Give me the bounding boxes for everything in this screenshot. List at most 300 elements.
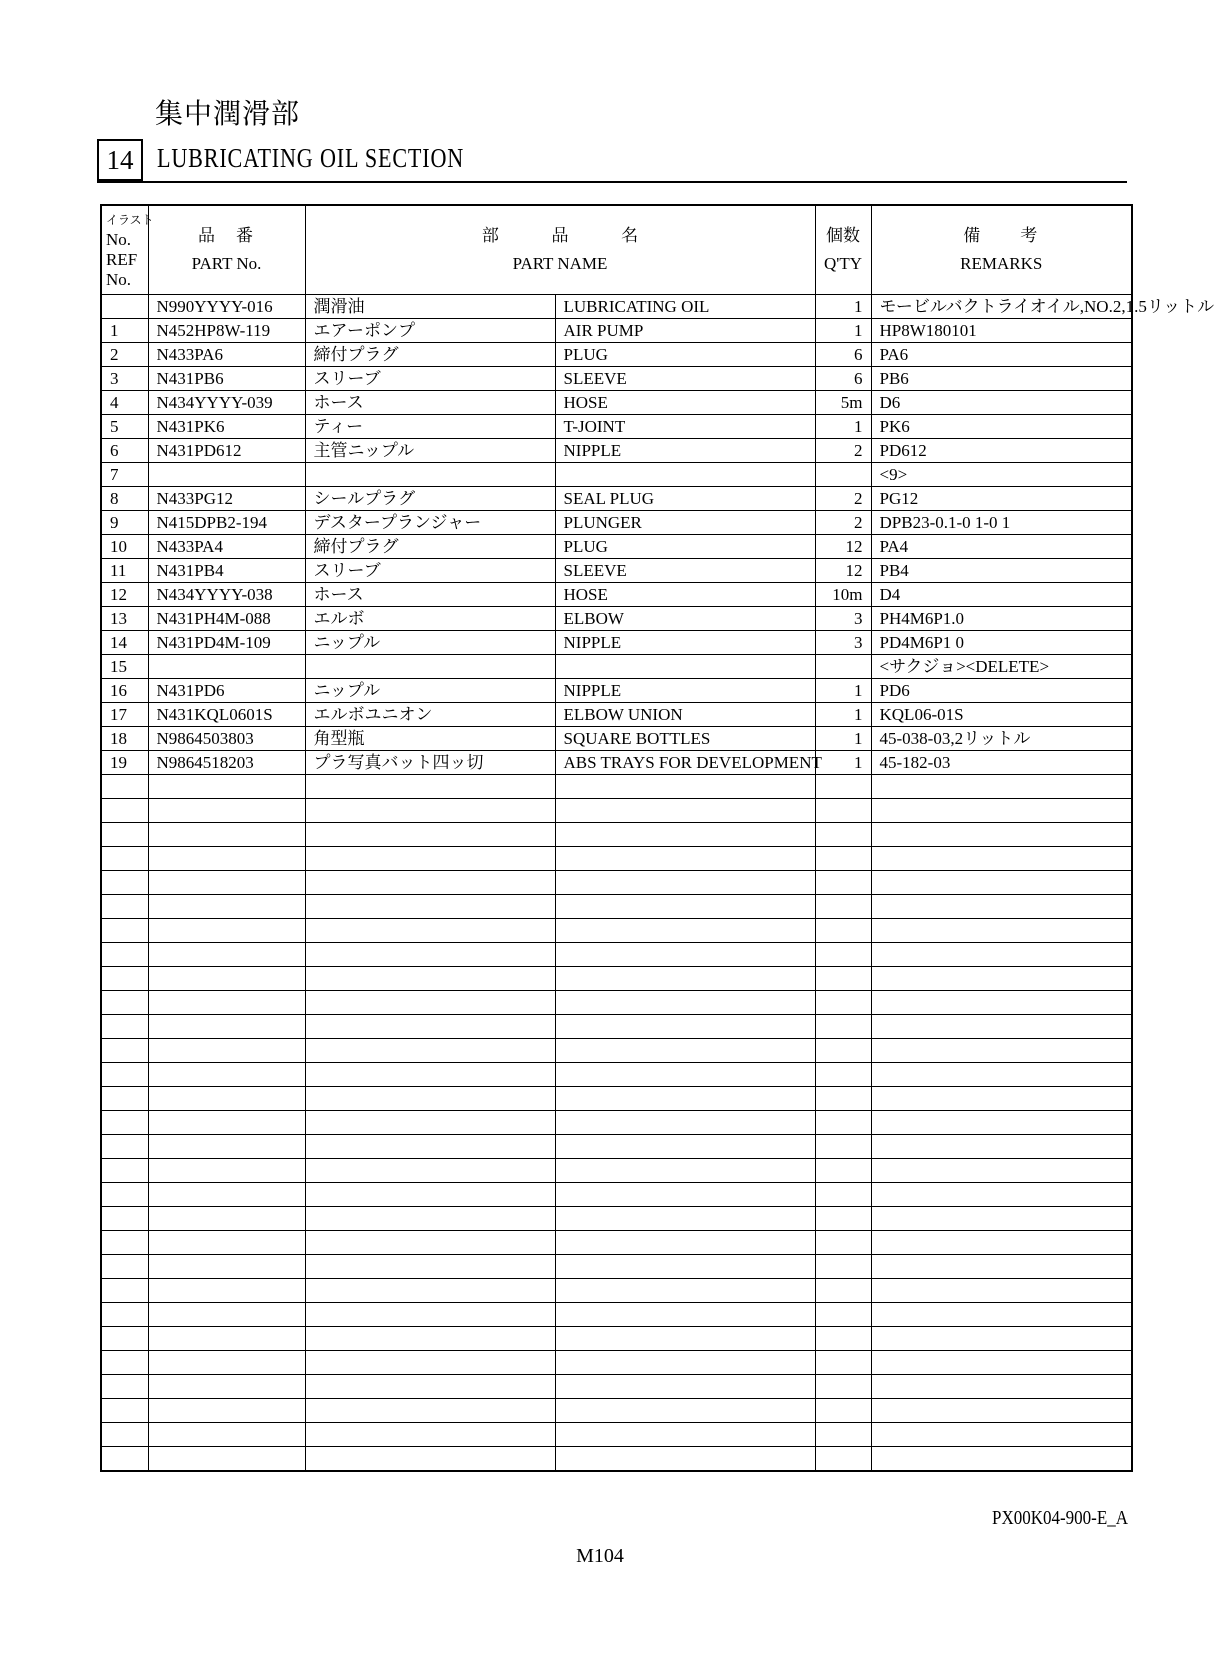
cell-qty — [815, 943, 871, 967]
cell-ref — [101, 1303, 148, 1327]
cell-name-jp — [305, 919, 555, 943]
cell-remarks: PA6 — [871, 343, 1132, 367]
table-row-empty — [101, 1279, 1132, 1303]
cell-qty — [815, 1327, 871, 1351]
cell-part-no — [148, 655, 305, 679]
cell-ref — [101, 1135, 148, 1159]
cell-part-no: N431PD612 — [148, 439, 305, 463]
table-row — [101, 463, 1132, 487]
cell-ref: 2 — [101, 343, 148, 367]
page-number: M104 — [576, 1545, 624, 1567]
cell-name-jp: スリーブ — [305, 559, 555, 583]
cell-name-en — [555, 895, 815, 919]
cell-part-no: N452HP8W-119 — [148, 319, 305, 343]
cell-remarks — [871, 1231, 1132, 1255]
cell-ref — [101, 1231, 148, 1255]
cell-name-jp — [305, 991, 555, 1015]
cell-name-jp: デスタープランジャー — [305, 511, 555, 535]
cell-name-en — [555, 1135, 815, 1159]
table-row-empty — [101, 1135, 1132, 1159]
cell-qty — [815, 1111, 871, 1135]
cell-qty: 1 — [815, 415, 871, 439]
cell-name-en — [555, 1423, 815, 1447]
cell-remarks: モービルバクトライオイル,NO.2,1.5リットル — [871, 295, 1132, 319]
cell-qty — [815, 991, 871, 1015]
cell-name-en — [555, 1327, 815, 1351]
cell-remarks — [871, 1207, 1132, 1231]
cell-qty — [815, 1015, 871, 1039]
cell-name-jp: 締付プラグ — [305, 535, 555, 559]
col-header-part-no-jp: 品 番 — [198, 226, 255, 246]
cell-ref — [101, 1375, 148, 1399]
cell-name-jp: シールプラグ — [305, 487, 555, 511]
cell-name-en — [555, 1447, 815, 1472]
cell-part-no — [148, 463, 305, 487]
table-row-empty — [101, 1351, 1132, 1375]
cell-ref: 4 — [101, 391, 148, 415]
cell-name-jp — [305, 1447, 555, 1472]
cell-name-jp — [305, 1111, 555, 1135]
cell-qty — [815, 1135, 871, 1159]
cell-remarks: 45-182-03 — [871, 751, 1132, 775]
cell-ref — [101, 1039, 148, 1063]
cell-name-en — [555, 1279, 815, 1303]
cell-part-no — [148, 943, 305, 967]
col-header-part-name-jp-2: 品 — [551, 226, 569, 246]
cell-remarks — [871, 775, 1132, 799]
cell-name-en — [555, 991, 815, 1015]
cell-part-no — [148, 967, 305, 991]
cell-name-en — [555, 1351, 815, 1375]
cell-ref: 19 — [101, 751, 148, 775]
cell-ref: 8 — [101, 487, 148, 511]
cell-remarks — [871, 1327, 1132, 1351]
cell-ref — [101, 1255, 148, 1279]
cell-remarks — [871, 1135, 1132, 1159]
table-row — [101, 607, 1132, 631]
cell-name-en: LUBRICATING OIL — [555, 295, 815, 319]
cell-remarks — [871, 871, 1132, 895]
cell-qty — [815, 655, 871, 679]
cell-name-en: SLEEVE — [555, 367, 815, 391]
cell-qty: 6 — [815, 343, 871, 367]
cell-remarks: D4 — [871, 583, 1132, 607]
cell-name-en — [555, 919, 815, 943]
cell-name-en — [555, 1087, 815, 1111]
cell-part-no: N434YYYY-039 — [148, 391, 305, 415]
cell-name-jp: 潤滑油 — [305, 295, 555, 319]
cell-ref — [101, 1327, 148, 1351]
cell-qty: 12 — [815, 535, 871, 559]
cell-ref: 9 — [101, 511, 148, 535]
cell-ref — [101, 847, 148, 871]
cell-qty — [815, 895, 871, 919]
col-header-ref — [101, 205, 154, 295]
cell-name-jp — [305, 1231, 555, 1255]
col-header-part-name-en: PART NAME — [512, 254, 608, 273]
cell-name-en — [555, 1015, 815, 1039]
cell-name-en — [555, 799, 815, 823]
cell-remarks: PD4M6P1 0 — [871, 631, 1132, 655]
cell-remarks — [871, 943, 1132, 967]
cell-part-no — [148, 775, 305, 799]
cell-part-no: N9864518203 — [148, 751, 305, 775]
cell-ref: 13 — [101, 607, 148, 631]
cell-part-no: N431PH4M-088 — [148, 607, 305, 631]
cell-qty: 1 — [815, 727, 871, 751]
cell-name-jp — [305, 1399, 555, 1423]
table-row — [101, 487, 1132, 511]
cell-name-en: NIPPLE — [555, 631, 815, 655]
cell-ref — [101, 943, 148, 967]
cell-remarks — [871, 919, 1132, 943]
cell-qty: 1 — [815, 319, 871, 343]
col-header-remarks — [871, 205, 1132, 295]
table-row — [101, 703, 1132, 727]
cell-ref — [101, 1447, 148, 1472]
table-row — [101, 319, 1132, 343]
cell-part-no — [148, 1087, 305, 1111]
cell-ref — [101, 1087, 148, 1111]
cell-ref: 3 — [101, 367, 148, 391]
section-number: 14 — [97, 139, 143, 181]
cell-name-jp — [305, 895, 555, 919]
cell-qty — [815, 463, 871, 487]
cell-name-jp: エアーポンプ — [305, 319, 555, 343]
cell-qty — [815, 1207, 871, 1231]
cell-part-no — [148, 1255, 305, 1279]
table-row-empty — [101, 895, 1132, 919]
cell-ref — [101, 1111, 148, 1135]
col-header-part-name — [305, 205, 815, 295]
cell-part-no — [148, 847, 305, 871]
table-row-empty — [101, 1063, 1132, 1087]
cell-name-en — [555, 1111, 815, 1135]
cell-name-en: SLEEVE — [555, 559, 815, 583]
table-row — [101, 751, 1132, 775]
cell-qty: 6 — [815, 367, 871, 391]
cell-name-jp — [305, 799, 555, 823]
table-row-empty — [101, 847, 1132, 871]
table-row — [101, 295, 1132, 319]
cell-qty — [815, 1303, 871, 1327]
cell-remarks: KQL06-01S — [871, 703, 1132, 727]
cell-qty: 2 — [815, 439, 871, 463]
cell-qty — [815, 775, 871, 799]
table-row — [101, 679, 1132, 703]
table-row — [101, 415, 1132, 439]
cell-remarks — [871, 1255, 1132, 1279]
col-header-ref-jp: イラスト — [106, 213, 154, 227]
cell-ref: 17 — [101, 703, 148, 727]
cell-name-en: PLUNGER — [555, 511, 815, 535]
table-row-empty — [101, 1207, 1132, 1231]
cell-name-jp: スリーブ — [305, 367, 555, 391]
table-row-empty — [101, 1255, 1132, 1279]
cell-name-jp — [305, 1351, 555, 1375]
cell-qty — [815, 1399, 871, 1423]
cell-part-no: N431PK6 — [148, 415, 305, 439]
cell-name-jp — [305, 463, 555, 487]
cell-name-en — [555, 775, 815, 799]
cell-name-jp — [305, 1183, 555, 1207]
cell-remarks — [871, 991, 1132, 1015]
cell-name-jp — [305, 1015, 555, 1039]
cell-name-en: ELBOW — [555, 607, 815, 631]
cell-qty — [815, 823, 871, 847]
cell-ref — [101, 1279, 148, 1303]
cell-qty — [815, 1231, 871, 1255]
cell-ref: 12 — [101, 583, 148, 607]
cell-part-no: N431PB4 — [148, 559, 305, 583]
cell-remarks — [871, 847, 1132, 871]
cell-part-no: N431PD4M-109 — [148, 631, 305, 655]
cell-remarks — [871, 1111, 1132, 1135]
cell-remarks — [871, 1279, 1132, 1303]
table-row-empty — [101, 1111, 1132, 1135]
cell-part-no — [148, 919, 305, 943]
cell-name-en — [555, 1231, 815, 1255]
cell-remarks — [871, 1423, 1132, 1447]
cell-part-no — [148, 1039, 305, 1063]
cell-ref: 1 — [101, 319, 148, 343]
cell-remarks — [871, 1159, 1132, 1183]
cell-qty — [815, 1183, 871, 1207]
table-row-empty — [101, 991, 1132, 1015]
cell-name-jp — [305, 1423, 555, 1447]
cell-name-jp — [305, 775, 555, 799]
cell-name-en: NIPPLE — [555, 439, 815, 463]
table-row-empty — [101, 1375, 1132, 1399]
cell-ref — [101, 295, 148, 319]
cell-name-jp: 角型瓶 — [305, 727, 555, 751]
cell-part-no — [148, 799, 305, 823]
cell-remarks — [871, 1375, 1132, 1399]
table-row-empty — [101, 1183, 1132, 1207]
cell-qty — [815, 1447, 871, 1472]
section-title: LUBRICATING OIL SECTION — [157, 143, 465, 173]
table-row — [101, 511, 1132, 535]
cell-part-no — [148, 1111, 305, 1135]
cell-remarks — [871, 1039, 1132, 1063]
cell-ref — [101, 775, 148, 799]
table-row-empty — [101, 1015, 1132, 1039]
col-header-part-no-en: PART No. — [191, 254, 262, 273]
cell-name-jp — [305, 847, 555, 871]
col-header-part-name-jp-3: 名 — [621, 226, 639, 246]
cell-name-jp: ホース — [305, 391, 555, 415]
cell-name-jp — [305, 871, 555, 895]
col-header-part-no — [148, 205, 305, 295]
cell-name-en — [555, 823, 815, 847]
cell-name-en: PLUG — [555, 343, 815, 367]
cell-ref: 6 — [101, 439, 148, 463]
cell-remarks: <サクジョ><DELETE> — [871, 655, 1132, 679]
cell-name-en: HOSE — [555, 583, 815, 607]
cell-name-jp — [305, 655, 555, 679]
cell-name-en: ABS TRAYS FOR DEVELOPMENT — [555, 751, 815, 775]
cell-ref: 7 — [101, 463, 148, 487]
cell-part-no: N415DPB2-194 — [148, 511, 305, 535]
table-row-empty — [101, 1159, 1132, 1183]
cell-remarks: DPB23-0.1-0 1-0 1 — [871, 511, 1132, 535]
table-row — [101, 535, 1132, 559]
cell-remarks: 45-038-03,2リットル — [871, 727, 1132, 751]
table-row-empty — [101, 1231, 1132, 1255]
cell-ref: 16 — [101, 679, 148, 703]
cell-remarks: PB4 — [871, 559, 1132, 583]
cell-qty: 5m — [815, 391, 871, 415]
cell-name-jp: プラ写真バット四ッ切 — [305, 751, 555, 775]
cell-name-en: SEAL PLUG — [555, 487, 815, 511]
cell-qty: 2 — [815, 487, 871, 511]
cell-name-en — [555, 1375, 815, 1399]
table-row-empty — [101, 1039, 1132, 1063]
document-code: PX00K04-900-E_A — [992, 1507, 1128, 1529]
cell-qty — [815, 799, 871, 823]
table-row — [101, 439, 1132, 463]
cell-name-jp — [305, 1039, 555, 1063]
section-title-jp: 集中潤滑部 — [155, 97, 301, 130]
table-row — [101, 343, 1132, 367]
cell-qty: 1 — [815, 295, 871, 319]
cell-ref: 10 — [101, 535, 148, 559]
cell-name-jp — [305, 1063, 555, 1087]
table-row-empty — [101, 1423, 1132, 1447]
table-row-empty — [101, 1303, 1132, 1327]
table-row — [101, 727, 1132, 751]
cell-part-no: N433PA4 — [148, 535, 305, 559]
cell-name-jp — [305, 1279, 555, 1303]
cell-name-jp: 主管ニップル — [305, 439, 555, 463]
cell-ref: 5 — [101, 415, 148, 439]
cell-name-en: AIR PUMP — [555, 319, 815, 343]
col-header-remarks-en: REMARKS — [960, 254, 1043, 273]
cell-name-en — [555, 655, 815, 679]
cell-remarks — [871, 967, 1132, 991]
table-row-empty — [101, 871, 1132, 895]
cell-ref — [101, 895, 148, 919]
cell-part-no — [148, 1351, 305, 1375]
cell-name-jp: ニップル — [305, 631, 555, 655]
cell-remarks — [871, 799, 1132, 823]
cell-ref — [101, 1183, 148, 1207]
cell-name-en: PLUG — [555, 535, 815, 559]
table-row-empty — [101, 823, 1132, 847]
cell-name-en — [555, 943, 815, 967]
cell-part-no — [148, 1063, 305, 1087]
cell-remarks — [871, 1303, 1132, 1327]
table-row-empty — [101, 775, 1132, 799]
cell-remarks — [871, 1015, 1132, 1039]
table-row — [101, 583, 1132, 607]
cell-qty — [815, 1087, 871, 1111]
cell-remarks — [871, 895, 1132, 919]
cell-remarks — [871, 1399, 1132, 1423]
cell-name-jp: ホース — [305, 583, 555, 607]
cell-name-en — [555, 1255, 815, 1279]
cell-name-jp — [305, 1135, 555, 1159]
cell-name-en — [555, 967, 815, 991]
cell-remarks: HP8W180101 — [871, 319, 1132, 343]
cell-name-en — [555, 463, 815, 487]
cell-part-no — [148, 895, 305, 919]
cell-name-jp: エルボ — [305, 607, 555, 631]
cell-name-jp — [305, 967, 555, 991]
table-row-empty — [101, 1447, 1132, 1472]
col-header-part-name-jp — [306, 226, 815, 246]
cell-qty: 3 — [815, 607, 871, 631]
table-row — [101, 367, 1132, 391]
cell-part-no — [148, 1423, 305, 1447]
cell-remarks: PD6 — [871, 679, 1132, 703]
cell-qty — [815, 1423, 871, 1447]
cell-qty — [815, 1279, 871, 1303]
cell-qty — [815, 919, 871, 943]
cell-name-en — [555, 1207, 815, 1231]
cell-part-no — [148, 1135, 305, 1159]
cell-name-jp — [305, 1159, 555, 1183]
cell-ref — [101, 871, 148, 895]
cell-ref: 18 — [101, 727, 148, 751]
cell-name-jp: ニップル — [305, 679, 555, 703]
col-header-remarks-jp: 備 考 — [963, 226, 1040, 246]
table-row — [101, 559, 1132, 583]
cell-qty — [815, 1039, 871, 1063]
cell-ref: 14 — [101, 631, 148, 655]
parts-table — [100, 204, 1214, 1472]
cell-ref — [101, 1351, 148, 1375]
cell-remarks: PB6 — [871, 367, 1132, 391]
table-row-empty — [101, 1399, 1132, 1423]
table-row-empty — [101, 919, 1132, 943]
col-header-qty — [815, 205, 871, 295]
cell-part-no — [148, 871, 305, 895]
cell-part-no — [148, 991, 305, 1015]
cell-remarks: PG12 — [871, 487, 1132, 511]
cell-name-jp — [305, 943, 555, 967]
cell-name-jp: エルボユニオン — [305, 703, 555, 727]
cell-name-jp — [305, 823, 555, 847]
cell-part-no — [148, 1207, 305, 1231]
title-rule — [97, 181, 1127, 183]
cell-part-no — [148, 1183, 305, 1207]
cell-part-no — [148, 823, 305, 847]
cell-name-jp — [305, 1207, 555, 1231]
cell-name-jp: ティー — [305, 415, 555, 439]
cell-ref — [101, 1399, 148, 1423]
cell-qty — [815, 871, 871, 895]
cell-part-no — [148, 1447, 305, 1472]
cell-ref: 11 — [101, 559, 148, 583]
cell-ref — [101, 1015, 148, 1039]
cell-qty: 3 — [815, 631, 871, 655]
cell-name-en: T-JOINT — [555, 415, 815, 439]
col-header-ref-en: No. REF No. — [106, 230, 138, 289]
cell-remarks — [871, 823, 1132, 847]
cell-ref — [101, 919, 148, 943]
cell-part-no: N990YYYY-016 — [148, 295, 305, 319]
cell-name-jp — [305, 1375, 555, 1399]
cell-part-no: N433PG12 — [148, 487, 305, 511]
cell-qty — [815, 967, 871, 991]
cell-part-no — [148, 1303, 305, 1327]
table-header-row — [101, 205, 1132, 295]
cell-name-en — [555, 1183, 815, 1207]
cell-name-en: ELBOW UNION — [555, 703, 815, 727]
cell-part-no: N434YYYY-038 — [148, 583, 305, 607]
cell-ref: 15 — [101, 655, 148, 679]
